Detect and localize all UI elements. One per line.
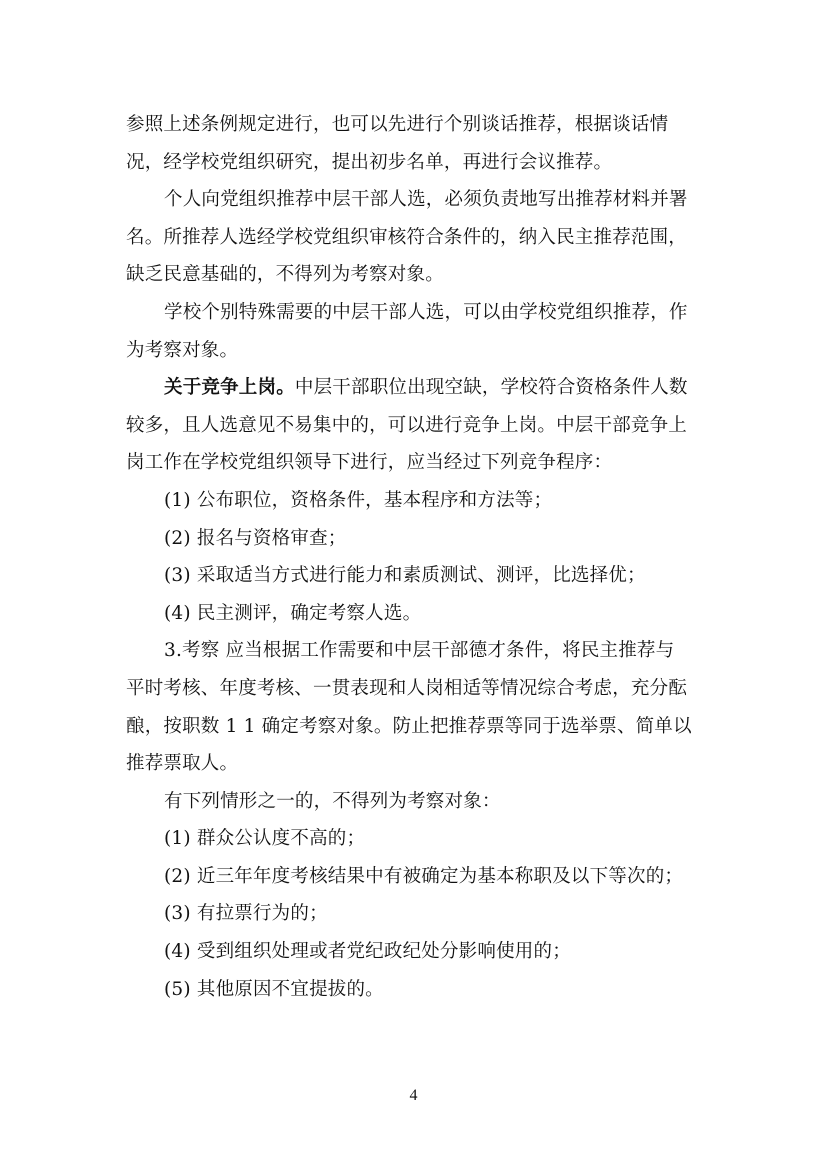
- list-item: (4) 民主测评，确定考察人选。: [164, 602, 422, 624]
- paragraph-line: 况，经学校党组织研究，提出初步名单，再进行会议推荐。: [126, 151, 613, 173]
- paragraph-line: 推荐票取人。: [126, 753, 239, 775]
- paragraph-line: [126, 369, 698, 407]
- list-item: (4) 受到组织处理或者党纪政纪处分影响使用的；: [164, 941, 571, 963]
- paragraph-text: 中层干部职位出现空缺，学校符合资格条件人数: [294, 377, 688, 399]
- paragraph-line: 缺乏民意基础的，不得列为考察对象。: [126, 264, 444, 286]
- paragraph-line: 有下列情形之一的，不得列为考察对象：: [164, 790, 501, 812]
- paragraph-line: 参照上述条例规定进行，也可以先进行个别谈话推荐，根据谈话情: [126, 114, 669, 135]
- paragraph-line: 较多，且人选意见不易集中的，可以进行竞争上岗。中层干部竞争上: [126, 414, 688, 436]
- paragraph-line: 个人向党组织推荐中层干部人选，必须负责地写出推荐材料并署: [164, 189, 688, 211]
- paragraph-line: 为考察对象。: [126, 339, 239, 361]
- paragraph-line: 平时考核、年度考核、一贯表现和人岗相适等情况综合考虑，充分酝: [126, 677, 688, 699]
- paragraph-line: 酿，按职数 1 1 确定考察对象。防止把推荐票等同于选举票、简单以: [126, 715, 692, 737]
- paragraph-line: 3.考察 应当根据工作需要和中层干部德才条件，将民主推荐与: [164, 640, 675, 662]
- paragraph-line: 名。所推荐人选经学校党组织审核符合条件的，纳入民主推荐范围，: [126, 226, 688, 248]
- paragraph-line: 学校个别特殊需要的中层干部人选，可以由学校党组织推荐，作: [164, 301, 688, 323]
- list-item: (3) 有拉票行为的；: [164, 903, 328, 925]
- list-item: (2) 报名与资格审查；: [164, 527, 347, 549]
- list-item: (1) 公布职位，资格条件，基本程序和方法等；: [164, 489, 553, 511]
- list-item: (3) 采取适当方式进行能力和素质测试、测评，比选择优；: [164, 565, 646, 587]
- page-number: 4: [409, 1087, 418, 1104]
- page-body: [126, 106, 698, 1008]
- section-heading: 关于竞争上岗。: [164, 377, 295, 399]
- list-item: (2) 近三年年度考核结果中有被确定为基本称职及以下等次的；: [164, 865, 684, 887]
- paragraph-line: 岗工作在学校党组织领导下进行，应当经过下列竞争程序：: [126, 452, 613, 474]
- list-item: (5) 其他原因不宜提拔的。: [164, 978, 384, 1000]
- list-item: (1) 群众公认度不高的；: [164, 828, 366, 850]
